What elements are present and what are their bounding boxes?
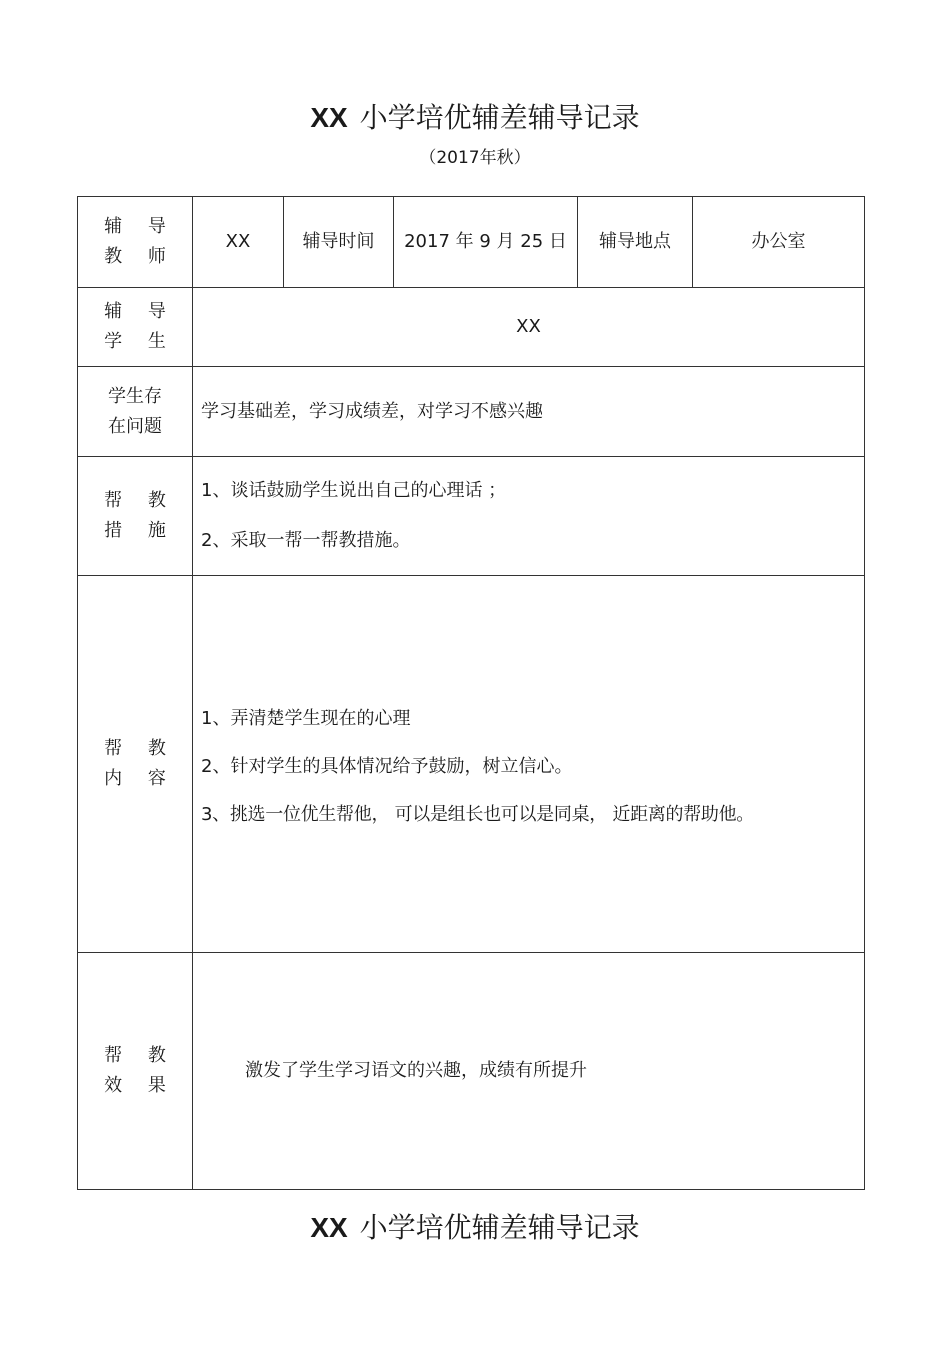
- next-title-text: 小学培优辅差辅导记录: [359, 1211, 640, 1244]
- problem-value: 学习基础差，学习成绩差，对学习不感兴趣: [201, 400, 543, 422]
- teacher-label-line1: 辅 导: [104, 216, 176, 237]
- place-label: 辅导地点: [599, 231, 671, 252]
- time-value: 2017 年 9 月 25 日: [404, 231, 567, 252]
- student-label-line1: 辅 导: [104, 301, 176, 322]
- next-title-prefix: XX: [310, 1212, 348, 1243]
- effect-label-line1: 帮 教: [104, 1045, 176, 1066]
- teacher-label-line2: 教 师: [104, 246, 176, 267]
- problem-label: [78, 367, 192, 456]
- student-label-line2: 学 生: [104, 331, 176, 352]
- title-text: 小学培优辅差辅导记录: [359, 101, 640, 134]
- teacher-value: XX: [225, 231, 251, 252]
- content-line-3: 3、挑选一位优生帮他， 可以是组长也可以是同桌， 近距离的帮助他。: [201, 804, 754, 825]
- problem-label-line1: 学生存: [108, 385, 162, 407]
- measures-line-2: 2、采取一帮一帮教措施。: [201, 530, 411, 551]
- content-line-2: 2、针对学生的具体情况给予鼓励，树立信心。: [201, 756, 573, 777]
- measures-label: [78, 457, 192, 575]
- content-label-line1: 帮 教: [104, 738, 176, 759]
- student-label: [78, 288, 192, 366]
- page-subtitle: （2017年秋）: [419, 148, 531, 168]
- effect-value: 激发了学生学习语文的兴趣，成绩有所提升: [245, 1060, 587, 1081]
- student-value: XX: [516, 316, 541, 337]
- measures-label-line2: 措 施: [104, 520, 176, 541]
- problem-label-line2: 在问题: [108, 415, 162, 437]
- measures-line-1: 1、谈话鼓励学生说出自己的心理话 ；: [201, 480, 507, 501]
- effect-label: [78, 953, 192, 1189]
- content-line-1: 1、弄清楚学生现在的心理: [201, 708, 411, 729]
- title-prefix: XX: [310, 102, 348, 133]
- teacher-label: [78, 197, 192, 287]
- page-title: [0, 100, 950, 136]
- measures-content: [193, 457, 864, 575]
- place-value: 办公室: [751, 231, 806, 252]
- measures-label-line1: 帮 教: [104, 490, 176, 511]
- effect-label-line2: 效 果: [104, 1075, 176, 1096]
- time-label: 辅导时间: [302, 231, 375, 252]
- next-page-title: [0, 1210, 950, 1246]
- content-body: [193, 576, 864, 952]
- content-label-line2: 内 容: [104, 768, 176, 789]
- content-label: [78, 576, 192, 952]
